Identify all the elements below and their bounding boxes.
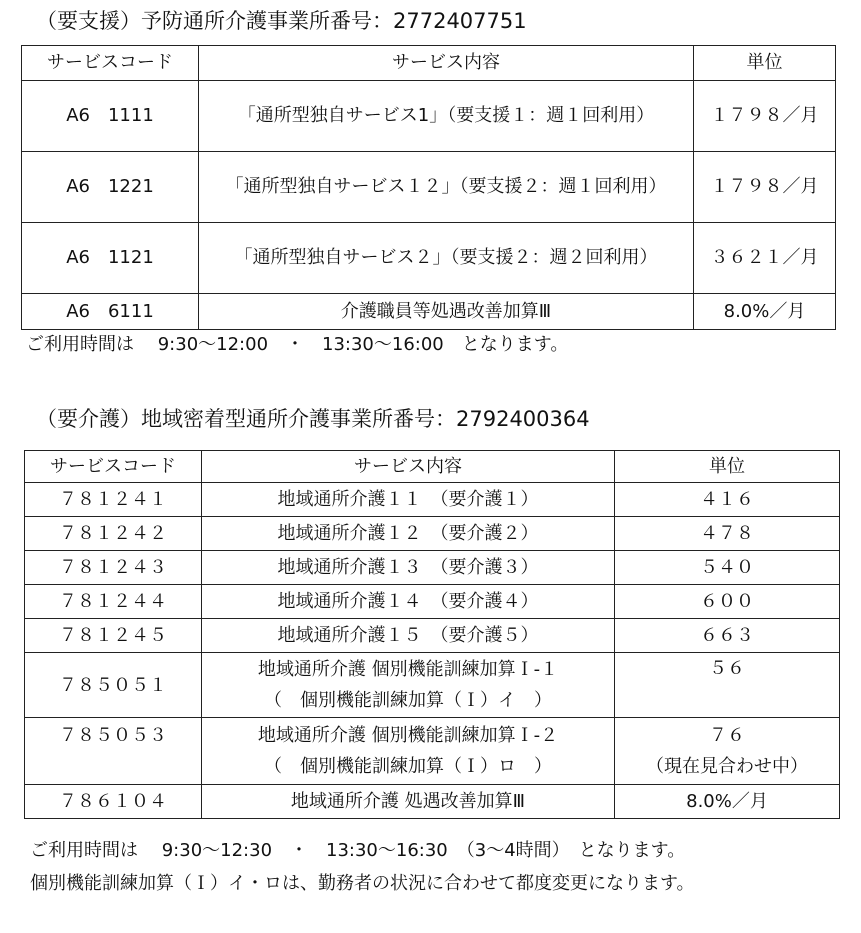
table-row (22, 223, 836, 294)
service-content (199, 223, 694, 294)
service-code: ７８１２４５ (25, 619, 202, 653)
service-code: A6 6111 (22, 294, 199, 330)
service-content: 介護職員等処遇改善加算Ⅲ (199, 294, 694, 330)
service-code: A6 1121 (22, 223, 199, 294)
service-content: 地域通所介護 処遇改善加算Ⅲ (202, 785, 615, 819)
service-content (199, 152, 694, 223)
service-content: 地域通所介護１２ （要介護２） (202, 517, 615, 551)
table-row (25, 483, 840, 517)
service-content-line-1: 地域通所介護 個別機能訓練加算Ｉ-１ (257, 659, 559, 680)
service-content-text: 「通所型独自サービス１２」（要支援２：週１回利用） (225, 176, 667, 197)
service-content (199, 81, 694, 152)
table-row (22, 152, 836, 223)
service-content: 地域通所介護１４ （要介護４） (202, 585, 615, 619)
table-row (25, 551, 840, 585)
table-row (25, 619, 840, 653)
service-content: 地域通所介護１３ （要介護３） (202, 551, 615, 585)
service-unit: ６００ (615, 585, 840, 619)
service-unit: 8.0%／月 (694, 294, 836, 330)
header-service-code: サービスコード (22, 46, 199, 81)
service-unit-text: １７９８／月 (710, 176, 819, 197)
service-content: 地域通所介護１５ （要介護５） (202, 619, 615, 653)
service-code: A6 1221 (22, 152, 199, 223)
service-code: ７８１２４３ (25, 551, 202, 585)
service-unit (694, 152, 836, 223)
service-unit: ６６３ (615, 619, 840, 653)
service-unit-line-1: ７６ (709, 725, 745, 746)
service-code: A6 1111 (22, 81, 199, 152)
table-row (25, 517, 840, 551)
service-unit (694, 81, 836, 152)
service-content: 地域通所介護１１ （要介護１） (202, 483, 615, 517)
service-content-text: 「通所型独自サービス1」（要支援１：週１回利用） (237, 105, 655, 126)
service-unit: 8.0%／月 (615, 785, 840, 819)
service-code: ７８１２４２ (25, 517, 202, 551)
header-service-content: サービス内容 (202, 451, 615, 483)
service-unit: ４１６ (615, 483, 840, 517)
service-unit-line-2: （現在見合わせ中） (646, 756, 808, 777)
header-unit: 単位 (694, 46, 836, 81)
table-row (22, 81, 836, 152)
service-code: ７８５０５３ (25, 718, 202, 785)
section1-heading: （要支援）予防通所介護事業所番号：2772407751 (36, 9, 527, 33)
section2-training-note: 個別機能訓練加算（Ｉ）イ・ロは、勤務者の状況に合わせて都度変更になります。 (30, 873, 695, 894)
service-unit (615, 653, 840, 718)
service-unit: ５４０ (615, 551, 840, 585)
service-unit (615, 718, 840, 785)
preventive-service-table (21, 45, 836, 330)
service-unit-text: ３６２１／月 (710, 247, 819, 268)
service-code: ７８１２４４ (25, 585, 202, 619)
section2-usage-hours-note: ご利用時間は 9:30～12:30 ・ 13:30～16:30 （3～4時間） となります。 (30, 840, 686, 861)
table-row (25, 585, 840, 619)
service-code: ７８１２４１ (25, 483, 202, 517)
header-service-code: サービスコード (25, 451, 202, 483)
service-code: ７８６１０４ (25, 785, 202, 819)
table-row (25, 785, 840, 819)
service-unit (694, 223, 836, 294)
section1-usage-hours-note: ご利用時間は 9:30～12:00 ・ 13:30～16:00 となります。 (26, 334, 569, 355)
header-service-content: サービス内容 (199, 46, 694, 81)
care-service-table (24, 450, 840, 819)
service-content (202, 653, 615, 718)
table-row (25, 718, 840, 785)
service-content-text: 「通所型独自サービス２」（要支援２：週２回利用） (234, 247, 658, 268)
section2-heading: （要介護）地域密着型通所介護事業所番号：2792400364 (36, 407, 590, 431)
service-content-line-2: （ 個別機能訓練加算（Ｉ）ロ ） (264, 756, 552, 777)
service-content-line-1: 地域通所介護 個別機能訓練加算Ｉ-２ (257, 725, 559, 746)
table-header-row (25, 451, 840, 483)
table-row (25, 653, 840, 718)
table-header-row (22, 46, 836, 81)
header-unit: 単位 (615, 451, 840, 483)
service-content-line-2: （ 個別機能訓練加算（Ｉ）イ ） (264, 690, 552, 711)
service-unit: ４７８ (615, 517, 840, 551)
service-code: ７８５０５１ (25, 653, 202, 718)
table-row (22, 294, 836, 330)
service-unit-text: １７９８／月 (710, 105, 819, 126)
service-unit-line-1: ５６ (709, 658, 745, 679)
service-content (202, 718, 615, 785)
